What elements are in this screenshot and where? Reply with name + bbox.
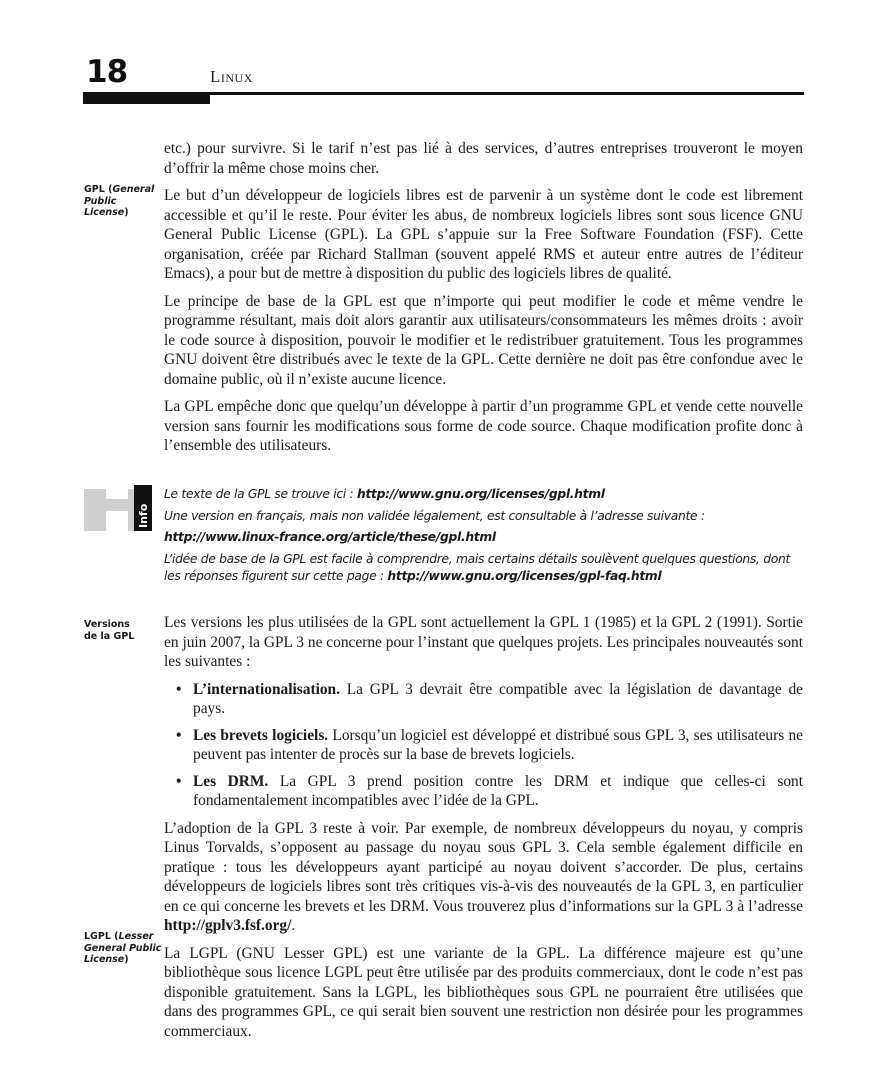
paragraph: Les versions les plus utilisées de la GPL sont actuellement la GPL 1 (1985) et la GPL 2 (1991). Sortie en juin 2007, la GPL 3 ne concerne pour l’instant que quelques projets. Les principales nouveautés sont les suivantes : (164, 614, 803, 670)
link-gpl-faq[interactable]: http://www.gnu.org/licenses/gpl-faq.html (387, 569, 662, 583)
paragraph: etc.) pour survivre. Si le tarif n’est pas lié à des services, d’autres entreprises trouveront le moyen d’offrir la même chose moins cher. (164, 140, 803, 177)
section-versions-body (164, 613, 803, 1049)
section-gpl-body (164, 139, 803, 464)
bullet-list (164, 680, 803, 811)
list-item: • Les DRM. La GPL 3 prend position contre les DRM et indique que celles-ci sont fondamentalement incompatibles avec l’idée de la GPL. (164, 772, 803, 811)
info-icon (84, 485, 152, 531)
page-number: 18 (86, 54, 128, 90)
info-box: Le texte de la GPL se trouve ici : http://www.gnu.org/licenses/gpl.html Une version en français, mais non validée légalement, est consultable à l’adresse suivante : http://www.linux-france.org/article/these/gpl.html L’idée de base de la GPL est facile à comprendre, mais certains détails soulèvent quelques questions, dont les réponses figurent sur cette page : http://www.gnu.org/licenses/gpl-faq.html (164, 487, 790, 583)
margin-note-lgpl: LGPL (Lesser General Public License) (84, 931, 162, 965)
margin-note-versions: Versions de la GPL (84, 619, 135, 642)
margin-note-gpl: GPL (General Public License) (84, 184, 155, 218)
paragraph: Le principe de base de la GPL est que n’importe qui peut modifier le code et même vendre le programme résultant, mais doit alors garantir aux utilisateurs/consommateurs les mêmes droits : avoir le code source à disposition, pouvoir le modifier et le redistribuer gratuitement. Tous les programmes GNU doivent être distribués avec le texte de la GPL. Cette dernière ne doit pas être confondue avec le domaine public, où il n’existe aucune licence. (164, 292, 803, 388)
list-item: • L’internationalisation. La GPL 3 devrait être compatible avec la législation de davantage de pays. (164, 680, 803, 719)
running-title: Linux (210, 67, 253, 86)
paragraph: La LGPL (GNU Lesser GPL) est une variante de la GPL. La différence majeure est qu’une bibliothèque sous licence LGPL peut être utilisée par des produits commerciaux, dont le code n’est pas disponible gratuitement. Sans la LGPL, les bibliothèques sous GPL ne pourraient être utilisées que dans des programmes GPL, ce qui serait bien souvent une restriction non désirée pour les programmes commerciaux. (164, 944, 803, 1040)
link-gpl[interactable]: http://www.gnu.org/licenses/gpl.html (357, 487, 605, 501)
header-rule-accent (83, 92, 210, 104)
paragraph: L’adoption de la GPL 3 reste à voir. Par exemple, de nombreux développeurs du noyau, y compris Linus Torvalds, s’opposent au passage du noyau sous GPL 3. Cela semble également difficile en pratique : tous les développeurs ayant participé au noyau doivent s’accorder. De plus, certains développeurs de logiciels libres sont très critiques vis-à-vis des nouveautés de la GPL 3, en particulier en ce qui concerne les brevets et les DRM. Vous trouverez plus d’informations sur la GPL 3 à l’adresse http://gplv3.fsf.org/. (164, 819, 803, 934)
link-linux-france[interactable]: http://www.linux-france.org/article/these/gpl.html (164, 530, 496, 544)
list-item: • Les brevets logiciels. Lorsqu’un logiciel est développé et distribué sous GPL 3, ses utilisateurs ne peuvent pas intenter de procès sur la base de brevets logiciels. (164, 726, 803, 765)
info-icon-label: Info (137, 503, 150, 528)
paragraph: La GPL empêche donc que quelqu’un développe à partir d’un programme GPL et vende cette nouvelle version sans fournir les modifications sous forme de code source. Chaque modification profite donc à l’ensemble des utilisateurs. (164, 398, 803, 454)
link-gplv3[interactable]: http://gplv3.fsf.org/ (164, 917, 292, 934)
paragraph: Le but d’un développeur de logiciels libres est de parvenir à un système dont le code est librement accessible et qu’il le reste. Pour éviter les abus, de nombreux logiciels libres sont sous licence GNU General Public License (GPL). La GPL s’appuie sur la Free Software Foundation (FSF). Cette organisation, créée par Richard Stallman (souvent appelé RMS et auteur entre autres de l’éditeur Emacs), a pour but de mettre à disposition du public des logiciels libres de qualité. (164, 187, 803, 282)
